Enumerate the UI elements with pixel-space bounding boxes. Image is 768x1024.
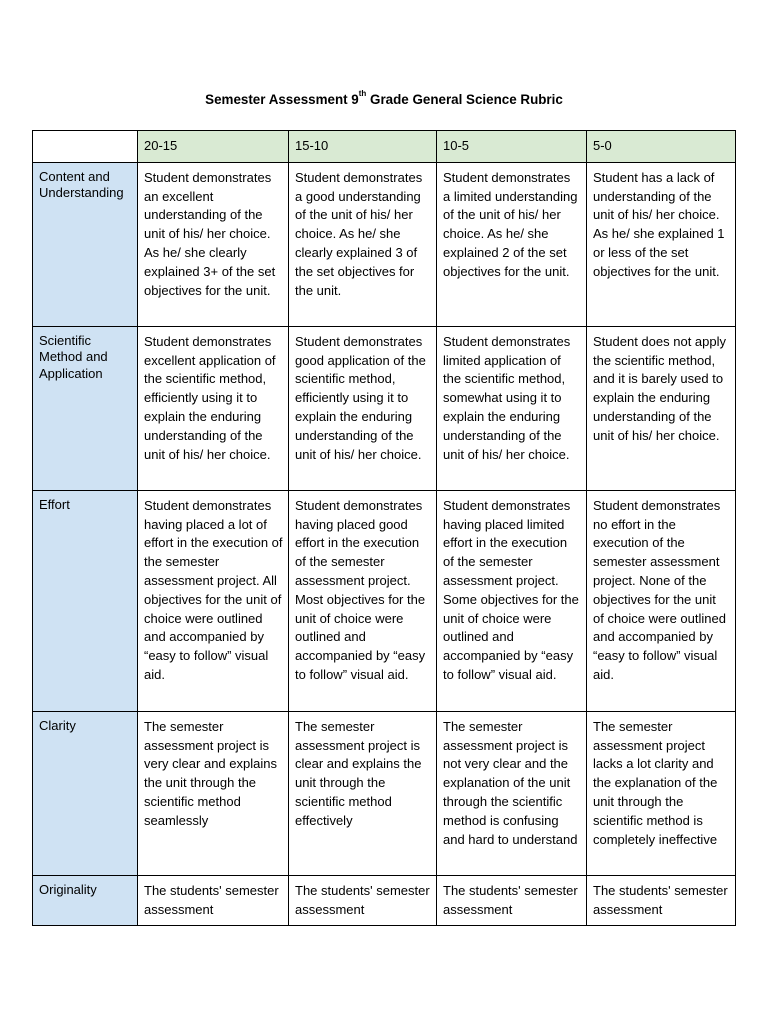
title-superscript: th: [358, 89, 367, 98]
rubric-cell: Student demonstrates having placed a lot of effort in the execution of the semester assessment project. All objectives for the unit of choice were outlined and accompanied by “easy to follow” visual aid.: [138, 490, 289, 711]
rubric-cell: The semester assessment project lacks a lot clarity and the explanation of the unit through the scientific method is completely ineffective: [587, 711, 736, 875]
rubric-cell: The students' semester assessment: [289, 875, 437, 926]
rubric-cell: Student demonstrates a limited understanding of the unit of his/ her choice. As he/ she explained 2 of the set objectives for the unit.: [437, 162, 587, 326]
rubric-cell: The semester assessment project is very clear and explains the unit through the scientific method seamlessly: [138, 711, 289, 875]
criterion-clarity: Clarity: [33, 711, 138, 875]
header-row: [33, 131, 736, 163]
row-scientific-method: [33, 326, 736, 490]
row-effort: [33, 490, 736, 711]
rubric-cell: Student demonstrates a good understanding of the unit of his/ her choice. As he/ she clearly explained 3 of the set objectives for the unit.: [289, 162, 437, 326]
rubric-cell: The students' semester assessment: [587, 875, 736, 926]
rubric-table: [32, 130, 736, 926]
rubric-cell: Student demonstrates no effort in the execution of the semester assessment project. None of the objectives for the unit of choice were outlined and accompanied by “easy to follow” visual aid.: [587, 490, 736, 711]
header-score-20-15: 20-15: [138, 131, 289, 163]
title-suffix: Grade General Science Rubric: [366, 92, 563, 107]
rubric-cell: Student demonstrates limited application of the scientific method, somewhat using it to explain the enduring understanding of the unit of his/ her choice.: [437, 326, 587, 490]
header-score-15-10: 15-10: [289, 131, 437, 163]
header-corner-cell: [33, 131, 138, 163]
rubric-cell: Student demonstrates good application of the scientific method, efficiently using it to explain the enduring understanding of the unit of his/ her choice.: [289, 326, 437, 490]
row-clarity: [33, 711, 736, 875]
criterion-effort: Effort: [33, 490, 138, 711]
row-content-understanding: [33, 162, 736, 326]
header-score-5-0: 5-0: [587, 131, 736, 163]
rubric-cell: The semester assessment project is clear and explains the unit through the scientific method effectively: [289, 711, 437, 875]
header-score-10-5: 10-5: [437, 131, 587, 163]
rubric-cell: Student does not apply the scientific method, and it is barely used to explain the enduring understanding of the unit of his/ her choice.: [587, 326, 736, 490]
rubric-cell: Student has a lack of understanding of the unit of his/ her choice. As he/ she explained 1 or less of the set objectives for the unit.: [587, 162, 736, 326]
rubric-cell: Student demonstrates an excellent understanding of the unit of his/ her choice. As he/ she clearly explained 3+ of the set objectives for the unit.: [138, 162, 289, 326]
rubric-cell: Student demonstrates having placed good effort in the execution of the semester assessment project. Most objectives for the unit of choice were outlined and accompanied by “easy to follow” visual aid.: [289, 490, 437, 711]
title-prefix: Semester Assessment 9: [205, 92, 359, 107]
row-originality: [33, 875, 736, 926]
criterion-scientific-method: Scientific Method and Application: [33, 326, 138, 490]
rubric-cell: The semester assessment project is not very clear and the explanation of the unit through the scientific method is confusing and hard to understand: [437, 711, 587, 875]
rubric-cell: The students' semester assessment: [138, 875, 289, 926]
rubric-cell: The students' semester assessment: [437, 875, 587, 926]
rubric-cell: Student demonstrates excellent application of the scientific method, efficiently using it to explain the enduring understanding of the unit of his/ her choice.: [138, 326, 289, 490]
criterion-originality: Originality: [33, 875, 138, 926]
page-title: [0, 89, 768, 107]
criterion-content-understanding: Content and Understanding: [33, 162, 138, 326]
rubric-cell: Student demonstrates having placed limited effort in the execution of the semester assessment project. Some objectives for the unit of choice were outlined and accompanied by “easy to follow” visual aid.: [437, 490, 587, 711]
